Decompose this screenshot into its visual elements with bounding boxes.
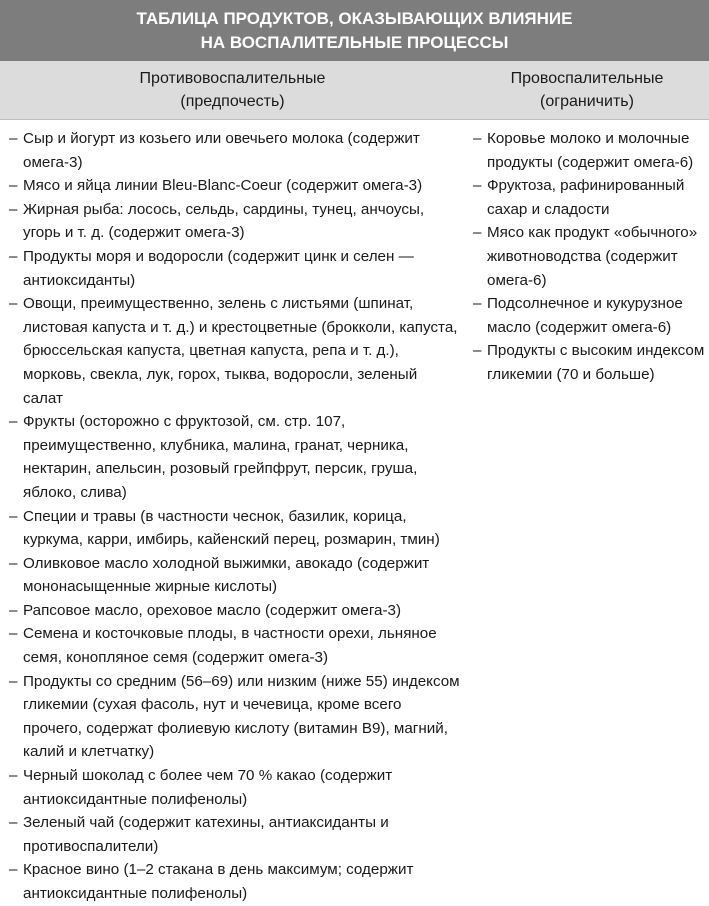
list-item: – Коровье молоко и молочные продукты (содержит омега-6)	[473, 127, 705, 174]
column-header-row	[0, 61, 709, 119]
pro-inflammatory-list	[473, 127, 705, 387]
list-item: – Семена и косточковые плоды, в частности орехи, льняное семя, конопляное семя (содержит омега-3)	[9, 622, 461, 669]
list-item: – Продукты моря и водоросли (содержит цинк и селен — антиоксиданты)	[9, 245, 461, 292]
list-item: – Черный шоколад с более чем 70 % какао (содержит антиоксидантные полифенолы)	[9, 764, 461, 811]
header-divider	[0, 119, 709, 120]
list-item: – Зеленый чай (содержит катехины, антиаксиданты и противоспалители)	[9, 811, 461, 858]
pro-inflammatory-header	[465, 61, 709, 119]
list-item: – Мясо и яйца линии Bleu-Blanc-Coeur (содержит омега-3)	[9, 174, 461, 198]
list-item: – Продукты со средним (56–69) или низким (ниже 55) индексом гликемии (сухая фасоль, нут и чечевица, кроме всего прочего, содержат фолиевую кислоту (витамин B9), магний, калий и клетчатку)	[9, 670, 461, 764]
anti-inflammatory-heading: Противовоспалительные	[139, 70, 326, 87]
table-title	[0, 0, 709, 61]
list-item: – Оливковое масло холодной выжимки, авокадо (содержит мононасыщенные жирные кислоты)	[9, 552, 461, 599]
list-item: – Фрукты (осторожно с фруктозой, см. стр. 107, преимущественно, клубника, малина, гранат, черника, нектарин, апельсин, розовый грейпфрут, персик, груша, яблоко, слива)	[9, 410, 461, 504]
list-item: – Рапсовое масло, ореховое масло (содержит омега-3)	[9, 599, 461, 623]
list-item: – Жирная рыба: лосось, сельдь, сардины, тунец, анчоусы, угорь и т. д. (содержит омега-3)	[9, 198, 461, 245]
list-item: – Красное вино (1–2 стакана в день максимум; содержит антиоксидантные полифенолы)	[9, 858, 461, 905]
list-item: – Специи и травы (в частности чеснок, базилик, корица, куркума, карри, имбирь, кайенский перец, розмарин, тмин)	[9, 505, 461, 552]
list-item: – Подсолнечное и кукурузное масло (содержит омега-6)	[473, 292, 705, 339]
anti-inflammatory-subheading: (предпочесть)	[180, 93, 285, 110]
list-item: – Овощи, преимущественно, зелень с листьями (шпинат, листовая капуста и т. д.) и крестоцветные (брокколи, капуста, брюссельская капуста, цветная капуста, репа и т. д.), морковь, свекла, лук, горох, тыква, водоросли, зеленый салат	[9, 292, 461, 410]
table-title-line-2: НА ВОСПАЛИТЕЛЬНЫЕ ПРОЦЕССЫ	[200, 32, 509, 52]
pro-inflammatory-heading: Провоспалительные	[510, 70, 664, 87]
pro-inflammatory-subheading: (ограничить)	[540, 93, 634, 110]
anti-inflammatory-list	[9, 127, 461, 906]
list-item: – Продукты с высоким индексом гликемии (70 и больше)	[473, 339, 705, 386]
table-title-line-1: ТАБЛИЦА ПРОДУКТОВ, ОКАЗЫВАЮЩИХ ВЛИЯНИЕ	[136, 8, 573, 28]
list-item: – Фруктоза, рафинированный сахар и сладости	[473, 174, 705, 221]
list-item: – Мясо как продукт «обычного» животноводства (содержит омега-6)	[473, 221, 705, 292]
anti-inflammatory-header	[0, 61, 465, 119]
list-item: – Сыр и йогурт из козьего или овечьего молока (содержит омега-3)	[9, 127, 461, 174]
